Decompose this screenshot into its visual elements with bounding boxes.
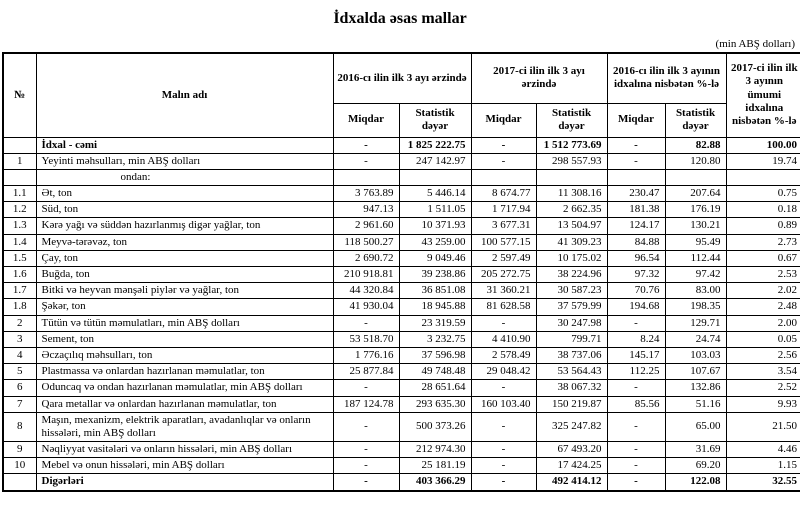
imports-table	[2, 52, 800, 492]
cell-name: ondan:	[36, 169, 333, 185]
col-group-2016: 2016-cı ilin ilk 3 ayı ərzində	[333, 53, 471, 103]
table-row	[3, 137, 800, 153]
cell-value: 100 577.15	[471, 234, 536, 250]
cell-value: -	[607, 458, 665, 474]
cell-value: -	[333, 137, 399, 153]
cell-value: 38 067.32	[536, 380, 607, 396]
cell-value: 4.46	[726, 442, 800, 458]
cell-value: 51.16	[665, 396, 726, 412]
cell-value: 19.74	[726, 153, 800, 169]
cell-value: 30 247.98	[536, 315, 607, 331]
page-title: İdxalda əsas mallar	[333, 10, 467, 27]
cell-value: 95.49	[665, 234, 726, 250]
cell-no: 9	[3, 442, 36, 458]
cell-value: 96.54	[607, 250, 665, 266]
cell-no: 1.5	[3, 250, 36, 266]
cell-name: Meyvə-tərəvəz, ton	[36, 234, 333, 250]
cell-value: 82.88	[665, 137, 726, 153]
cell-name: Plastmassa və onlardan hazırlanan məmulatlar, ton	[36, 364, 333, 380]
cell-value: 21.50	[726, 412, 800, 441]
cell-name: Tütün və tütün məmulatları, min ABŞ dolları	[36, 315, 333, 331]
table-row	[3, 169, 800, 185]
cell-value: 83.00	[665, 283, 726, 299]
cell-name: Qara metallar və onlardan hazırlanan məmulatlar, ton	[36, 396, 333, 412]
cell-value: 194.68	[607, 299, 665, 315]
cell-value: -	[607, 474, 665, 491]
cell-name: Maşın, mexanizm, elektrik aparatları, avadanlıqlar və onların hissələri, min ABŞ dolları	[36, 412, 333, 441]
cell-value: 198.35	[665, 299, 726, 315]
cell-value: 29 048.42	[471, 364, 536, 380]
cell-value: -	[471, 315, 536, 331]
cell-value: 230.47	[607, 186, 665, 202]
cell-value: -	[471, 380, 536, 396]
cell-name: Oduncaq və ondan hazırlanan məmulatlar, min ABŞ dolları	[36, 380, 333, 396]
cell-value: -	[333, 442, 399, 458]
cell-value: 13 504.97	[536, 218, 607, 234]
cell-value: 298 557.93	[536, 153, 607, 169]
cell-value: 2.73	[726, 234, 800, 250]
cell-name: Yeyinti məhsulları, min ABŞ dolları	[36, 153, 333, 169]
cell-value: 124.17	[607, 218, 665, 234]
table-row	[3, 202, 800, 218]
cell-value: 107.67	[665, 364, 726, 380]
cell-value: 3.54	[726, 364, 800, 380]
cell-value: 210 918.81	[333, 267, 399, 283]
col-header-qty-2016: Miqdar	[333, 103, 399, 137]
cell-value: 81 628.58	[471, 299, 536, 315]
cell-value: 9.93	[726, 396, 800, 412]
cell-name: Bitki və heyvan mənşəli piylər və yağlar, ton	[36, 283, 333, 299]
cell-value: 41 930.04	[333, 299, 399, 315]
cell-value: 799.71	[536, 331, 607, 347]
cell-value: 31 360.21	[471, 283, 536, 299]
cell-no: 1.4	[3, 234, 36, 250]
cell-value: 112.25	[607, 364, 665, 380]
table-row	[3, 474, 800, 491]
cell-value: 103.03	[665, 347, 726, 363]
cell-value: -	[607, 153, 665, 169]
cell-no	[3, 169, 36, 185]
cell-value: -	[333, 458, 399, 474]
cell-no: 1	[3, 153, 36, 169]
table-row	[3, 250, 800, 266]
cell-value: 8 674.77	[471, 186, 536, 202]
cell-value: 207.64	[665, 186, 726, 202]
cell-value: 23 319.59	[399, 315, 471, 331]
cell-value: 1 776.16	[333, 347, 399, 363]
table-row	[3, 396, 800, 412]
cell-value	[333, 169, 399, 185]
col-header-qty-ratio: Miqdar	[607, 103, 665, 137]
cell-value: -	[471, 442, 536, 458]
cell-no: 1.3	[3, 218, 36, 234]
cell-name: Digərləri	[36, 474, 333, 491]
cell-no: 6	[3, 380, 36, 396]
cell-no: 1.6	[3, 267, 36, 283]
table-row	[3, 153, 800, 169]
col-header-no: №	[3, 53, 36, 137]
cell-value: 0.89	[726, 218, 800, 234]
cell-value: 2 961.60	[333, 218, 399, 234]
cell-value: 3 763.89	[333, 186, 399, 202]
cell-value: 17 424.25	[536, 458, 607, 474]
cell-value: 3 232.75	[399, 331, 471, 347]
cell-name: Sement, ton	[36, 331, 333, 347]
cell-value: 187 124.78	[333, 396, 399, 412]
cell-value: 492 414.12	[536, 474, 607, 491]
cell-value: 122.08	[665, 474, 726, 491]
cell-value: 118 500.27	[333, 234, 399, 250]
cell-value: 129.71	[665, 315, 726, 331]
cell-value: 132.86	[665, 380, 726, 396]
cell-value: -	[607, 412, 665, 441]
cell-value: 0.05	[726, 331, 800, 347]
cell-value: 212 974.30	[399, 442, 471, 458]
cell-no	[3, 137, 36, 153]
cell-value: 325 247.82	[536, 412, 607, 441]
cell-name: Kərə yağı və süddən hazırlanmış digər yağlar, ton	[36, 218, 333, 234]
cell-value: 44 320.84	[333, 283, 399, 299]
cell-value	[471, 169, 536, 185]
cell-value: 65.00	[665, 412, 726, 441]
cell-value: 69.20	[665, 458, 726, 474]
cell-value: 1 825 222.75	[399, 137, 471, 153]
cell-value: 5 446.14	[399, 186, 471, 202]
cell-value	[665, 169, 726, 185]
cell-no: 5	[3, 364, 36, 380]
cell-value: 11 308.16	[536, 186, 607, 202]
cell-value: 53 564.43	[536, 364, 607, 380]
cell-value: 97.32	[607, 267, 665, 283]
cell-value: 67 493.20	[536, 442, 607, 458]
cell-value: 2.52	[726, 380, 800, 396]
cell-value: 36 851.08	[399, 283, 471, 299]
cell-value	[726, 169, 800, 185]
cell-value: 150 219.87	[536, 396, 607, 412]
cell-value: 97.42	[665, 267, 726, 283]
cell-name: Nəqliyyat vasitələri və onların hissələri, min ABŞ dolları	[36, 442, 333, 458]
cell-value: 37 596.98	[399, 347, 471, 363]
cell-value: 28 651.64	[399, 380, 471, 396]
cell-value: -	[471, 137, 536, 153]
cell-value: 25 877.84	[333, 364, 399, 380]
cell-value: 100.00	[726, 137, 800, 153]
cell-value: 1 717.94	[471, 202, 536, 218]
col-header-qty-2017: Miqdar	[471, 103, 536, 137]
cell-value	[607, 169, 665, 185]
col-group-2017: 2017-ci ilin ilk 3 ayı ərzində	[471, 53, 607, 103]
cell-value: 43 259.00	[399, 234, 471, 250]
cell-value: 247 142.97	[399, 153, 471, 169]
col-header-value-ratio: Statistik dəyər	[665, 103, 726, 137]
table-row	[3, 315, 800, 331]
cell-value: 85.56	[607, 396, 665, 412]
cell-value: 500 373.26	[399, 412, 471, 441]
table-row	[3, 218, 800, 234]
cell-no: 3	[3, 331, 36, 347]
cell-value: 31.69	[665, 442, 726, 458]
unit-note: (min ABŞ dolları)	[715, 38, 795, 50]
cell-value: 18 945.88	[399, 299, 471, 315]
cell-value	[536, 169, 607, 185]
cell-value: 112.44	[665, 250, 726, 266]
cell-no: 1.7	[3, 283, 36, 299]
cell-value: 2 690.72	[333, 250, 399, 266]
cell-no	[3, 474, 36, 491]
cell-value: 145.17	[607, 347, 665, 363]
cell-value: 2 578.49	[471, 347, 536, 363]
cell-value: 181.38	[607, 202, 665, 218]
cell-value: 205 272.75	[471, 267, 536, 283]
cell-value: -	[333, 153, 399, 169]
cell-value: -	[333, 380, 399, 396]
cell-value: 0.67	[726, 250, 800, 266]
table-row	[3, 283, 800, 299]
cell-value: 1 511.05	[399, 202, 471, 218]
cell-no: 1.2	[3, 202, 36, 218]
cell-value: 30 587.23	[536, 283, 607, 299]
cell-value: 2.00	[726, 315, 800, 331]
cell-name: Buğda, ton	[36, 267, 333, 283]
cell-no: 2	[3, 315, 36, 331]
cell-value: 0.18	[726, 202, 800, 218]
cell-value: 4 410.90	[471, 331, 536, 347]
cell-value: -	[333, 412, 399, 441]
cell-value: 2 597.49	[471, 250, 536, 266]
cell-value: 176.19	[665, 202, 726, 218]
cell-name: Ət, ton	[36, 186, 333, 202]
cell-value: 25 181.19	[399, 458, 471, 474]
cell-value: 2.56	[726, 347, 800, 363]
cell-no: 10	[3, 458, 36, 474]
table-row	[3, 458, 800, 474]
cell-value: -	[333, 474, 399, 491]
cell-value: -	[471, 412, 536, 441]
table-row	[3, 267, 800, 283]
cell-value: 3 677.31	[471, 218, 536, 234]
cell-value: -	[607, 442, 665, 458]
cell-no: 1.1	[3, 186, 36, 202]
table-row	[3, 364, 800, 380]
cell-value: 1.15	[726, 458, 800, 474]
cell-name: Mebel və onun hissələri, min ABŞ dolları	[36, 458, 333, 474]
table-header	[3, 53, 800, 137]
cell-value: 38 737.06	[536, 347, 607, 363]
cell-value: 41 309.23	[536, 234, 607, 250]
cell-value: 403 366.29	[399, 474, 471, 491]
col-header-value-2017: Statistik dəyər	[536, 103, 607, 137]
cell-name: İdxal - cəmi	[36, 137, 333, 153]
cell-value: -	[471, 458, 536, 474]
cell-value: 24.74	[665, 331, 726, 347]
cell-value: 120.80	[665, 153, 726, 169]
cell-value	[399, 169, 471, 185]
cell-value: 1 512 773.69	[536, 137, 607, 153]
cell-value: 2.53	[726, 267, 800, 283]
col-header-name: Malın adı	[36, 53, 333, 137]
cell-value: 947.13	[333, 202, 399, 218]
table-row	[3, 380, 800, 396]
cell-value: 10 371.93	[399, 218, 471, 234]
cell-value: -	[471, 153, 536, 169]
cell-value: 2.48	[726, 299, 800, 315]
table-row	[3, 186, 800, 202]
cell-value: 9 049.46	[399, 250, 471, 266]
cell-name: Əczaçılıq məhsulları, ton	[36, 347, 333, 363]
cell-value: 49 748.48	[399, 364, 471, 380]
cell-value: 37 579.99	[536, 299, 607, 315]
col-group-ratio: 2016-cı ilin ilk 3 ayının idxalına nisbətən %-lə	[607, 53, 726, 103]
cell-no: 8	[3, 412, 36, 441]
cell-value: 160 103.40	[471, 396, 536, 412]
cell-value: 0.75	[726, 186, 800, 202]
table-row	[3, 331, 800, 347]
cell-value: 32.55	[726, 474, 800, 491]
col-header-share: 2017-ci ilin ilk 3 ayının ümumi idxalına nisbətən %-lə	[726, 53, 800, 137]
cell-name: Çay, ton	[36, 250, 333, 266]
cell-no: 7	[3, 396, 36, 412]
cell-no: 4	[3, 347, 36, 363]
cell-name: Süd, ton	[36, 202, 333, 218]
col-header-value-2016: Statistik dəyər	[399, 103, 471, 137]
cell-value: 70.76	[607, 283, 665, 299]
cell-value: -	[471, 474, 536, 491]
cell-value: 38 224.96	[536, 267, 607, 283]
cell-name: Şəkər, ton	[36, 299, 333, 315]
cell-value: 130.21	[665, 218, 726, 234]
cell-value: -	[607, 315, 665, 331]
cell-value: 293 635.30	[399, 396, 471, 412]
table-row	[3, 234, 800, 250]
table-body	[3, 137, 800, 491]
cell-value: 84.88	[607, 234, 665, 250]
table-row	[3, 299, 800, 315]
table-row	[3, 442, 800, 458]
table-row	[3, 347, 800, 363]
cell-value: 53 518.70	[333, 331, 399, 347]
cell-value: 39 238.86	[399, 267, 471, 283]
table-row	[3, 412, 800, 441]
cell-no: 1.8	[3, 299, 36, 315]
cell-value: -	[607, 137, 665, 153]
cell-value: 10 175.02	[536, 250, 607, 266]
cell-value: 2.02	[726, 283, 800, 299]
cell-value: 8.24	[607, 331, 665, 347]
cell-value: 2 662.35	[536, 202, 607, 218]
cell-value: -	[333, 315, 399, 331]
cell-value: -	[607, 380, 665, 396]
